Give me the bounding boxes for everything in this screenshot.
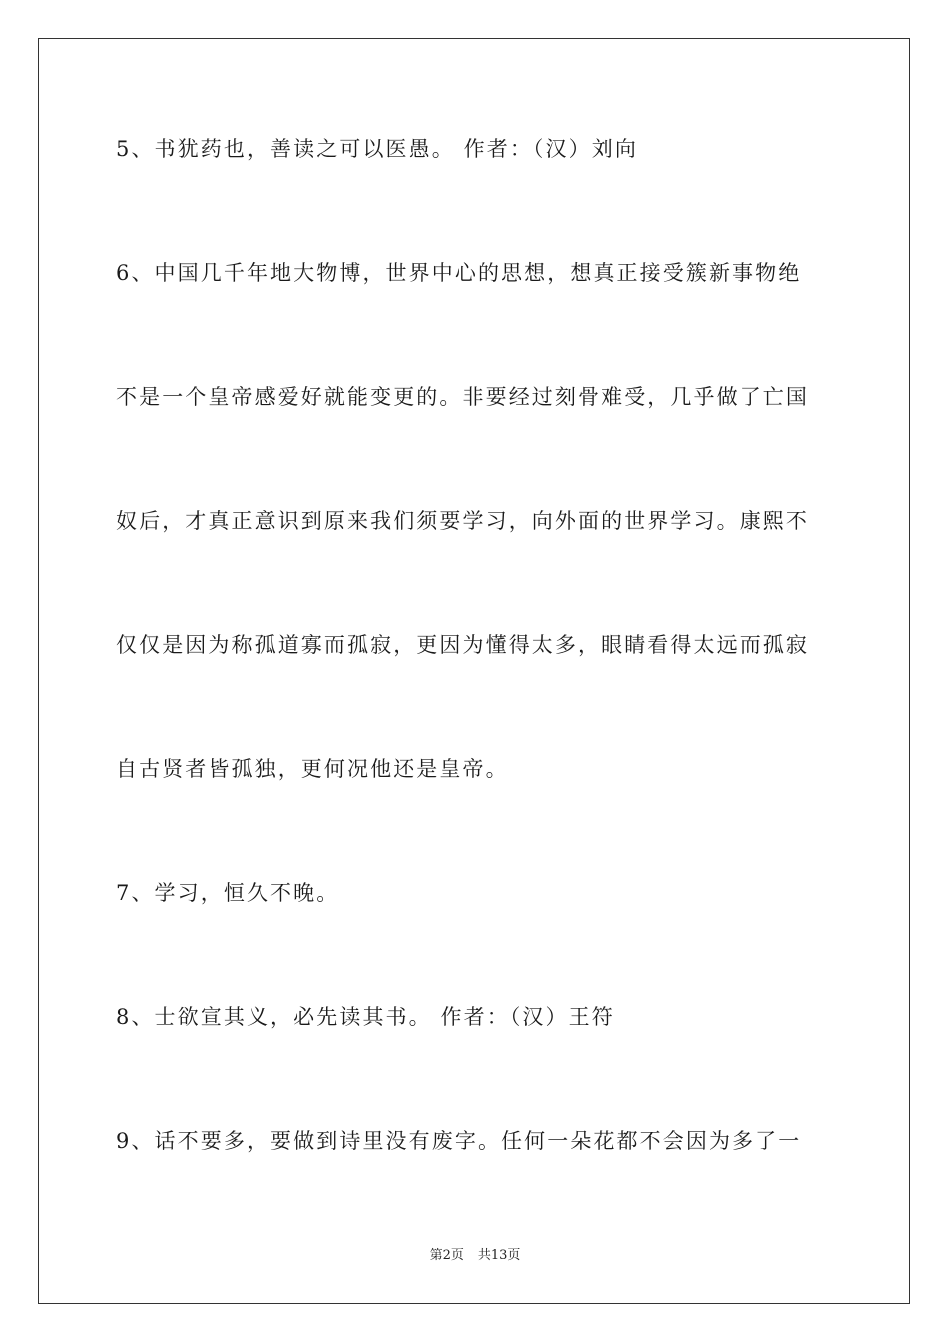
text-line-9: 9、话不要多，要做到诗里没有废字。任何一朵花都不会因为多了一 bbox=[116, 1129, 802, 1153]
text-line-4: 奴后，才真正意识到原来我们须要学习，向外面的世界学习。康熙不 bbox=[116, 509, 809, 533]
text-line-2: 6、中国几千年地大物博，世界中心的思想，想真正接受簇新事物绝 bbox=[116, 261, 802, 285]
page-border bbox=[38, 38, 910, 1304]
text-line-7: 7、学习，恒久不晚。 bbox=[116, 881, 340, 905]
text-line-3: 不是一个皇帝感爱好就能变更的。非要经过刻骨难受，几乎做了亡国 bbox=[116, 385, 809, 409]
page-footer bbox=[0, 1247, 950, 1265]
text-line-8: 8、士欲宣其义，必先读其书。 作者：（汉）王符 bbox=[116, 1005, 615, 1029]
text-line-5: 仅仅是因为称孤道寡而孤寂，更因为懂得太多，眼睛看得太远而孤寂 bbox=[116, 633, 809, 657]
text-line-6: 自古贤者皆孤独，更何况他还是皇帝。 bbox=[116, 757, 509, 781]
text-line-1: 5、书犹药也，善读之可以医愚。 作者：（汉）刘向 bbox=[116, 137, 638, 161]
page-number: 第2页 bbox=[429, 1248, 464, 1263]
total-pages: 共13页 bbox=[477, 1248, 521, 1263]
